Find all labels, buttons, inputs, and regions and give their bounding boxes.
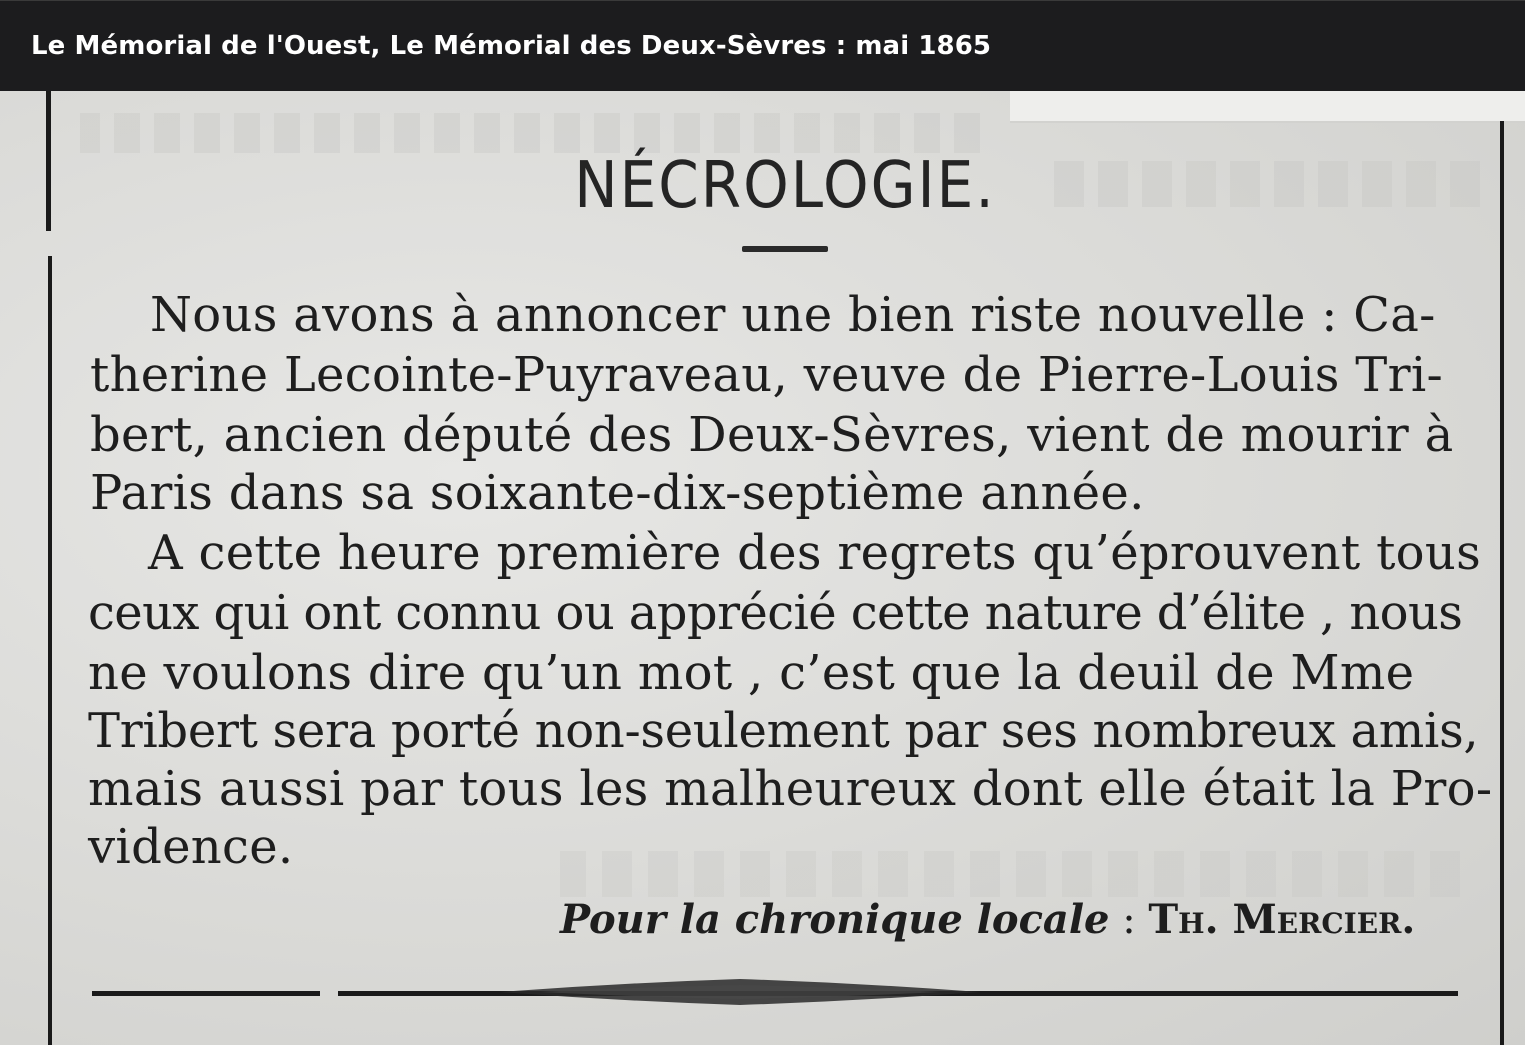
article-line: bert, ancien député des Deux-Sèvres, vient de mourir à: [90, 407, 1454, 463]
signature-label: Pour la chronique locale: [560, 896, 1110, 943]
ornament-divider: [500, 977, 980, 1007]
closing-rule: [92, 991, 320, 996]
page-edge: [1010, 91, 1525, 123]
article-signature: [560, 896, 1415, 943]
article-line: Paris dans sa soixante-dix-septième année.: [90, 465, 1145, 521]
window-title: Le Mémorial de l'Ouest, Le Mémorial des Deux-Sèvres : mai 1865: [31, 31, 992, 61]
article-line: therine Lecointe-Puyraveau, veuve de Pierre-Louis Tri-: [90, 347, 1444, 403]
article-line: ceux qui ont connu ou apprécié cette nature d’élite , nous: [88, 585, 1463, 641]
article-line: Tribert sera porté non-seulement par ses nombreux amis,: [88, 703, 1479, 759]
article-line: vidence.: [88, 819, 294, 875]
signature-separator: :: [1109, 897, 1149, 943]
column-rule-right: [1500, 121, 1504, 1045]
signature-name: Th. Mercier.: [1148, 896, 1416, 943]
article-heading: NÉCROLOGIE.: [574, 147, 996, 223]
article-line: A cette heure première des regrets qu’éprouvent tous: [148, 525, 1481, 581]
heading-divider: [742, 246, 828, 252]
column-rule-left: [48, 256, 52, 1045]
article-line: Nous avons à annoncer une bien riste nouvelle : Ca-: [150, 287, 1436, 343]
article-line: mais aussi par tous les malheureux dont elle était la Pro-: [88, 761, 1493, 817]
bleed-through-texture: [560, 851, 1460, 897]
newspaper-scan: [0, 91, 1525, 1045]
window-title-bar: [0, 0, 1525, 91]
article-line: ne voulons dire qu’un mot , c’est que la deuil de Mme: [88, 645, 1415, 701]
